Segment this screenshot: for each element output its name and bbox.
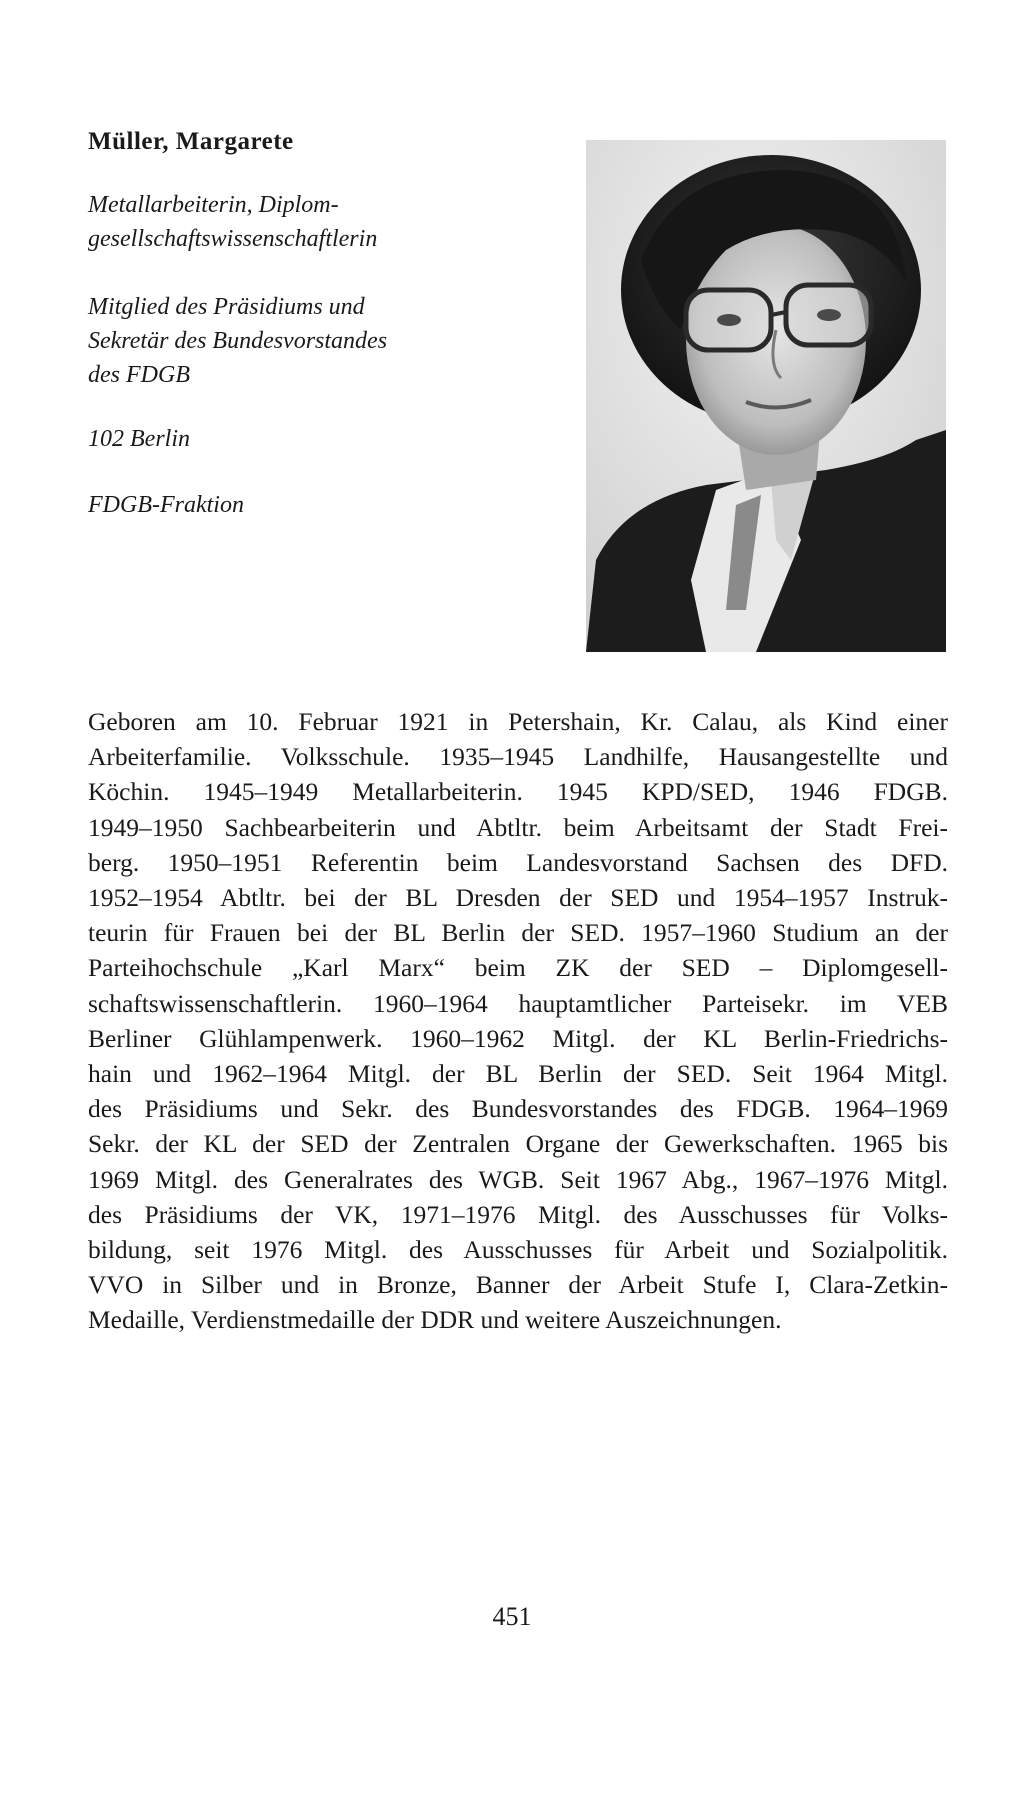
biography-line: berg. 1950–1951 Referentin beim Landesvorstand Sachsen des DFD. — [88, 847, 948, 877]
biography-line: Parteihochschule „Karl Marx“ beim ZK der SED – Diplomgesell- — [88, 953, 948, 983]
biography-line: Geboren am 10. Februar 1921 in Petershain, Kr. Calau, als Kind einer — [88, 707, 948, 736]
position — [88, 290, 478, 392]
profession-line-2: gesellschaftswissenschaftlerin — [88, 226, 378, 252]
biography-line: VVO in Silber und in Bronze, Banner der Arbeit Stufe I, Clara-Zetkin- — [88, 1270, 948, 1300]
profession — [88, 188, 478, 256]
profession-line-1: Metallarbeiterin, Diplom- — [88, 192, 339, 218]
biography-line: des Präsidiums der VK, 1971–1976 Mitgl. des Ausschusses für Volks- — [88, 1199, 948, 1229]
biography-line: schaftswissenschaftlerin. 1960–1964 hauptamtlicher Parteisekr. im VEB — [88, 988, 948, 1018]
position-line-1: Mitglied des Präsidiums und — [88, 294, 365, 320]
portrait-photo — [586, 140, 946, 652]
biography-line: Berliner Glühlampenwerk. 1960–1962 Mitgl. der KL Berlin-Friedrichs- — [88, 1023, 948, 1053]
biography-line: Medaille, Verdienstmedaille der DDR und weitere Auszeichnungen. — [88, 1305, 782, 1335]
biography-line: Köchin. 1945–1949 Metallarbeiterin. 1945 KPD/SED, 1946 FDGB. — [88, 777, 948, 807]
biography-line: bildung, seit 1976 Mitgl. des Ausschusses für Arbeit und Sozialpolitik. — [88, 1235, 948, 1265]
biography-line: hain und 1962–1964 Mitgl. der BL Berlin der SED. Seit 1964 Mitgl. — [88, 1059, 948, 1089]
position-line-3: des FDGB — [88, 362, 190, 388]
biography-text — [88, 704, 948, 1338]
biography-line: Sekr. der KL der SED der Zentralen Organe der Gewerkschaften. 1965 bis — [88, 1129, 948, 1159]
city: 102 Berlin — [88, 426, 190, 452]
page-number: 451 — [492, 1602, 532, 1631]
biography-line: Arbeiterfamilie. Volksschule. 1935–1945 Landhilfe, Hausangestellte und — [88, 742, 948, 772]
biography-line: teurin für Frauen bei der BL Berlin der SED. 1957–1960 Studium an der — [88, 918, 948, 948]
biography-line: des Präsidiums und Sekr. des Bundesvorstandes des FDGB. 1964–1969 — [88, 1094, 948, 1124]
biography-line: 1969 Mitgl. des Generalrates des WGB. Seit 1967 Abg., 1967–1976 Mitgl. — [88, 1164, 948, 1194]
position-line-2: Sekretär des Bundesvorstandes — [88, 328, 388, 354]
biography-line: 1952–1954 Abtltr. bei der BL Dresden der SED und 1954–1957 Instruk- — [88, 883, 948, 913]
faction: FDGB-Fraktion — [88, 492, 244, 518]
person-name: Müller, Margarete — [88, 128, 294, 155]
biography-line: 1949–1950 Sachbearbeiterin und Abtltr. beim Arbeitsamt der Stadt Frei- — [88, 812, 948, 842]
